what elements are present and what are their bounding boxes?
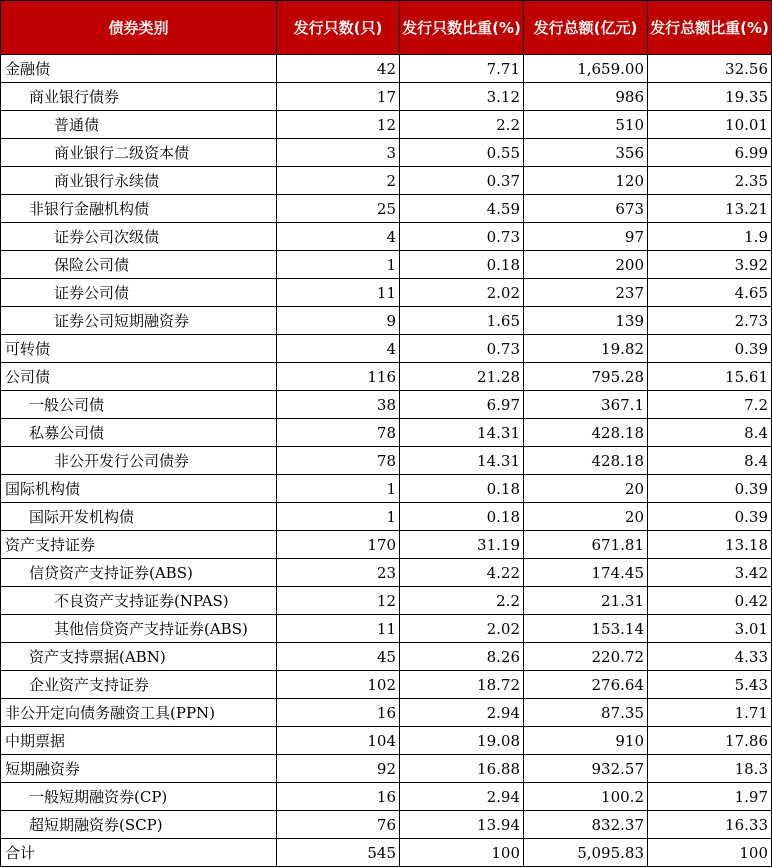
row-amount-pct: 6.99 (648, 139, 772, 167)
table-row (1, 251, 772, 279)
row-amount: 671.81 (524, 531, 648, 559)
row-amount: 87.35 (524, 699, 648, 727)
row-count: 23 (277, 559, 400, 587)
row-count: 76 (277, 811, 400, 839)
row-amount: 986 (524, 83, 648, 111)
row-amount-pct: 1.9 (648, 223, 772, 251)
row-count: 12 (277, 587, 400, 615)
row-category: 金融债 (1, 55, 277, 83)
row-category: 资产支持票据(ABN) (1, 643, 277, 671)
row-count-pct: 1.65 (400, 307, 524, 335)
row-amount-pct: 1.71 (648, 699, 772, 727)
row-count-pct: 2.2 (400, 111, 524, 139)
row-amount: 510 (524, 111, 648, 139)
row-amount-pct: 4.33 (648, 643, 772, 671)
row-count: 1 (277, 475, 400, 503)
row-category: 非公开定向债务融资工具(PPN) (1, 699, 277, 727)
table-row (1, 307, 772, 335)
row-count-pct: 0.18 (400, 503, 524, 531)
table-row (1, 587, 772, 615)
row-count-pct: 3.12 (400, 83, 524, 111)
row-amount-pct: 10.01 (648, 111, 772, 139)
row-amount: 120 (524, 167, 648, 195)
row-amount: 5,095.83 (524, 839, 648, 867)
row-category: 非银行金融机构债 (1, 195, 277, 223)
row-count: 1 (277, 251, 400, 279)
table-row (1, 363, 772, 391)
row-category: 证券公司短期融资券 (1, 307, 277, 335)
row-amount: 932.57 (524, 755, 648, 783)
row-count: 42 (277, 55, 400, 83)
row-count-pct: 18.72 (400, 671, 524, 699)
row-count-pct: 7.71 (400, 55, 524, 83)
row-category: 非公开发行公司债券 (1, 447, 277, 475)
row-count-pct: 31.19 (400, 531, 524, 559)
row-count: 25 (277, 195, 400, 223)
row-count-pct: 0.73 (400, 335, 524, 363)
table-row (1, 671, 772, 699)
row-amount-pct: 13.21 (648, 195, 772, 223)
row-amount: 832.37 (524, 811, 648, 839)
table-row (1, 391, 772, 419)
row-category: 证券公司次级债 (1, 223, 277, 251)
row-amount: 97 (524, 223, 648, 251)
row-amount-pct: 3.92 (648, 251, 772, 279)
row-count: 17 (277, 83, 400, 111)
row-category: 国际开发机构债 (1, 503, 277, 531)
header-amount: 发行总额(亿元) (524, 1, 648, 55)
table-row (1, 811, 772, 839)
table-row (1, 643, 772, 671)
row-amount: 276.64 (524, 671, 648, 699)
row-amount-pct: 0.39 (648, 503, 772, 531)
row-amount: 428.18 (524, 447, 648, 475)
row-amount-pct: 17.86 (648, 727, 772, 755)
table-row (1, 195, 772, 223)
row-category: 一般短期融资券(CP) (1, 783, 277, 811)
row-count: 16 (277, 783, 400, 811)
table-row (1, 167, 772, 195)
row-count: 4 (277, 223, 400, 251)
row-category: 商业银行二级资本债 (1, 139, 277, 167)
row-amount-pct: 8.4 (648, 447, 772, 475)
row-count-pct: 8.26 (400, 643, 524, 671)
table-row (1, 755, 772, 783)
row-amount: 356 (524, 139, 648, 167)
row-count-pct: 21.28 (400, 363, 524, 391)
row-category: 商业银行永续债 (1, 167, 277, 195)
row-count-pct: 13.94 (400, 811, 524, 839)
row-count: 38 (277, 391, 400, 419)
row-category: 私募公司债 (1, 419, 277, 447)
row-count: 1 (277, 503, 400, 531)
row-count: 11 (277, 615, 400, 643)
table-row (1, 447, 772, 475)
row-count: 45 (277, 643, 400, 671)
row-amount-pct: 8.4 (648, 419, 772, 447)
table-row (1, 531, 772, 559)
table-row (1, 223, 772, 251)
row-amount: 19.82 (524, 335, 648, 363)
row-count-pct: 14.31 (400, 419, 524, 447)
row-amount-pct: 100 (648, 839, 772, 867)
row-category: 普通债 (1, 111, 277, 139)
table-row (1, 55, 772, 83)
row-count-pct: 16.88 (400, 755, 524, 783)
table-row (1, 503, 772, 531)
header-amount-pct: 发行总额比重(%) (648, 1, 772, 55)
row-count-pct: 2.94 (400, 699, 524, 727)
table-row (1, 139, 772, 167)
row-amount: 20 (524, 503, 648, 531)
row-amount: 428.18 (524, 419, 648, 447)
row-count: 16 (277, 699, 400, 727)
table-row (1, 475, 772, 503)
row-category: 其他信贷资产支持证券(ABS) (1, 615, 277, 643)
row-amount-pct: 0.39 (648, 475, 772, 503)
row-category: 可转债 (1, 335, 277, 363)
row-count: 78 (277, 447, 400, 475)
row-amount: 153.14 (524, 615, 648, 643)
row-count: 92 (277, 755, 400, 783)
row-category: 合计 (1, 839, 277, 867)
row-amount: 220.72 (524, 643, 648, 671)
row-category: 公司债 (1, 363, 277, 391)
header-count-pct: 发行只数比重(%) (400, 1, 524, 55)
row-category: 中期票据 (1, 727, 277, 755)
row-amount-pct: 7.2 (648, 391, 772, 419)
row-count: 12 (277, 111, 400, 139)
row-amount: 100.2 (524, 783, 648, 811)
row-amount-pct: 19.35 (648, 83, 772, 111)
row-count: 11 (277, 279, 400, 307)
row-count-pct: 14.31 (400, 447, 524, 475)
row-category: 保险公司债 (1, 251, 277, 279)
row-amount-pct: 16.33 (648, 811, 772, 839)
row-category: 信贷资产支持证券(ABS) (1, 559, 277, 587)
row-amount-pct: 1.97 (648, 783, 772, 811)
row-amount-pct: 2.73 (648, 307, 772, 335)
row-amount-pct: 32.56 (648, 55, 772, 83)
row-amount: 1,659.00 (524, 55, 648, 83)
row-count-pct: 100 (400, 839, 524, 867)
row-amount: 200 (524, 251, 648, 279)
row-category: 超短期融资券(SCP) (1, 811, 277, 839)
table-row (1, 279, 772, 307)
table-row (1, 727, 772, 755)
header-count: 发行只数(只) (277, 1, 400, 55)
table-row (1, 699, 772, 727)
row-amount-pct: 0.39 (648, 335, 772, 363)
row-count: 116 (277, 363, 400, 391)
row-category: 企业资产支持证券 (1, 671, 277, 699)
row-category: 短期融资券 (1, 755, 277, 783)
table-row (1, 335, 772, 363)
row-count-pct: 0.73 (400, 223, 524, 251)
row-amount: 21.31 (524, 587, 648, 615)
row-amount-pct: 13.18 (648, 531, 772, 559)
table-row (1, 839, 772, 867)
row-count-pct: 4.22 (400, 559, 524, 587)
table-row (1, 111, 772, 139)
row-count: 545 (277, 839, 400, 867)
row-count-pct: 0.55 (400, 139, 524, 167)
row-amount: 795.28 (524, 363, 648, 391)
table-row (1, 615, 772, 643)
row-amount-pct: 2.35 (648, 167, 772, 195)
row-amount-pct: 5.43 (648, 671, 772, 699)
row-amount: 237 (524, 279, 648, 307)
row-category: 国际机构债 (1, 475, 277, 503)
row-count: 170 (277, 531, 400, 559)
row-amount: 910 (524, 727, 648, 755)
row-count-pct: 0.18 (400, 475, 524, 503)
row-count-pct: 2.02 (400, 615, 524, 643)
row-count: 102 (277, 671, 400, 699)
row-category: 证券公司债 (1, 279, 277, 307)
row-count-pct: 19.08 (400, 727, 524, 755)
row-amount-pct: 4.65 (648, 279, 772, 307)
row-category: 资产支持证券 (1, 531, 277, 559)
row-amount: 174.45 (524, 559, 648, 587)
row-count: 78 (277, 419, 400, 447)
row-amount-pct: 3.42 (648, 559, 772, 587)
row-count: 9 (277, 307, 400, 335)
row-count-pct: 0.18 (400, 251, 524, 279)
row-category: 商业银行债券 (1, 83, 277, 111)
row-count: 3 (277, 139, 400, 167)
row-amount: 20 (524, 475, 648, 503)
row-count-pct: 6.97 (400, 391, 524, 419)
row-amount-pct: 0.42 (648, 587, 772, 615)
row-amount: 139 (524, 307, 648, 335)
row-amount-pct: 15.61 (648, 363, 772, 391)
row-amount: 673 (524, 195, 648, 223)
row-count-pct: 4.59 (400, 195, 524, 223)
row-count: 2 (277, 167, 400, 195)
row-count-pct: 2.02 (400, 279, 524, 307)
header-row (1, 1, 772, 55)
row-count: 4 (277, 335, 400, 363)
row-amount-pct: 3.01 (648, 615, 772, 643)
row-category: 不良资产支持证券(NPAS) (1, 587, 277, 615)
table-body (1, 55, 772, 867)
table-row (1, 83, 772, 111)
row-count-pct: 2.94 (400, 783, 524, 811)
table-row (1, 783, 772, 811)
row-count: 104 (277, 727, 400, 755)
row-count-pct: 0.37 (400, 167, 524, 195)
table-row (1, 559, 772, 587)
header-category: 债券类别 (1, 1, 277, 55)
table-row (1, 419, 772, 447)
row-amount-pct: 18.3 (648, 755, 772, 783)
row-count-pct: 2.2 (400, 587, 524, 615)
row-amount: 367.1 (524, 391, 648, 419)
row-category: 一般公司债 (1, 391, 277, 419)
